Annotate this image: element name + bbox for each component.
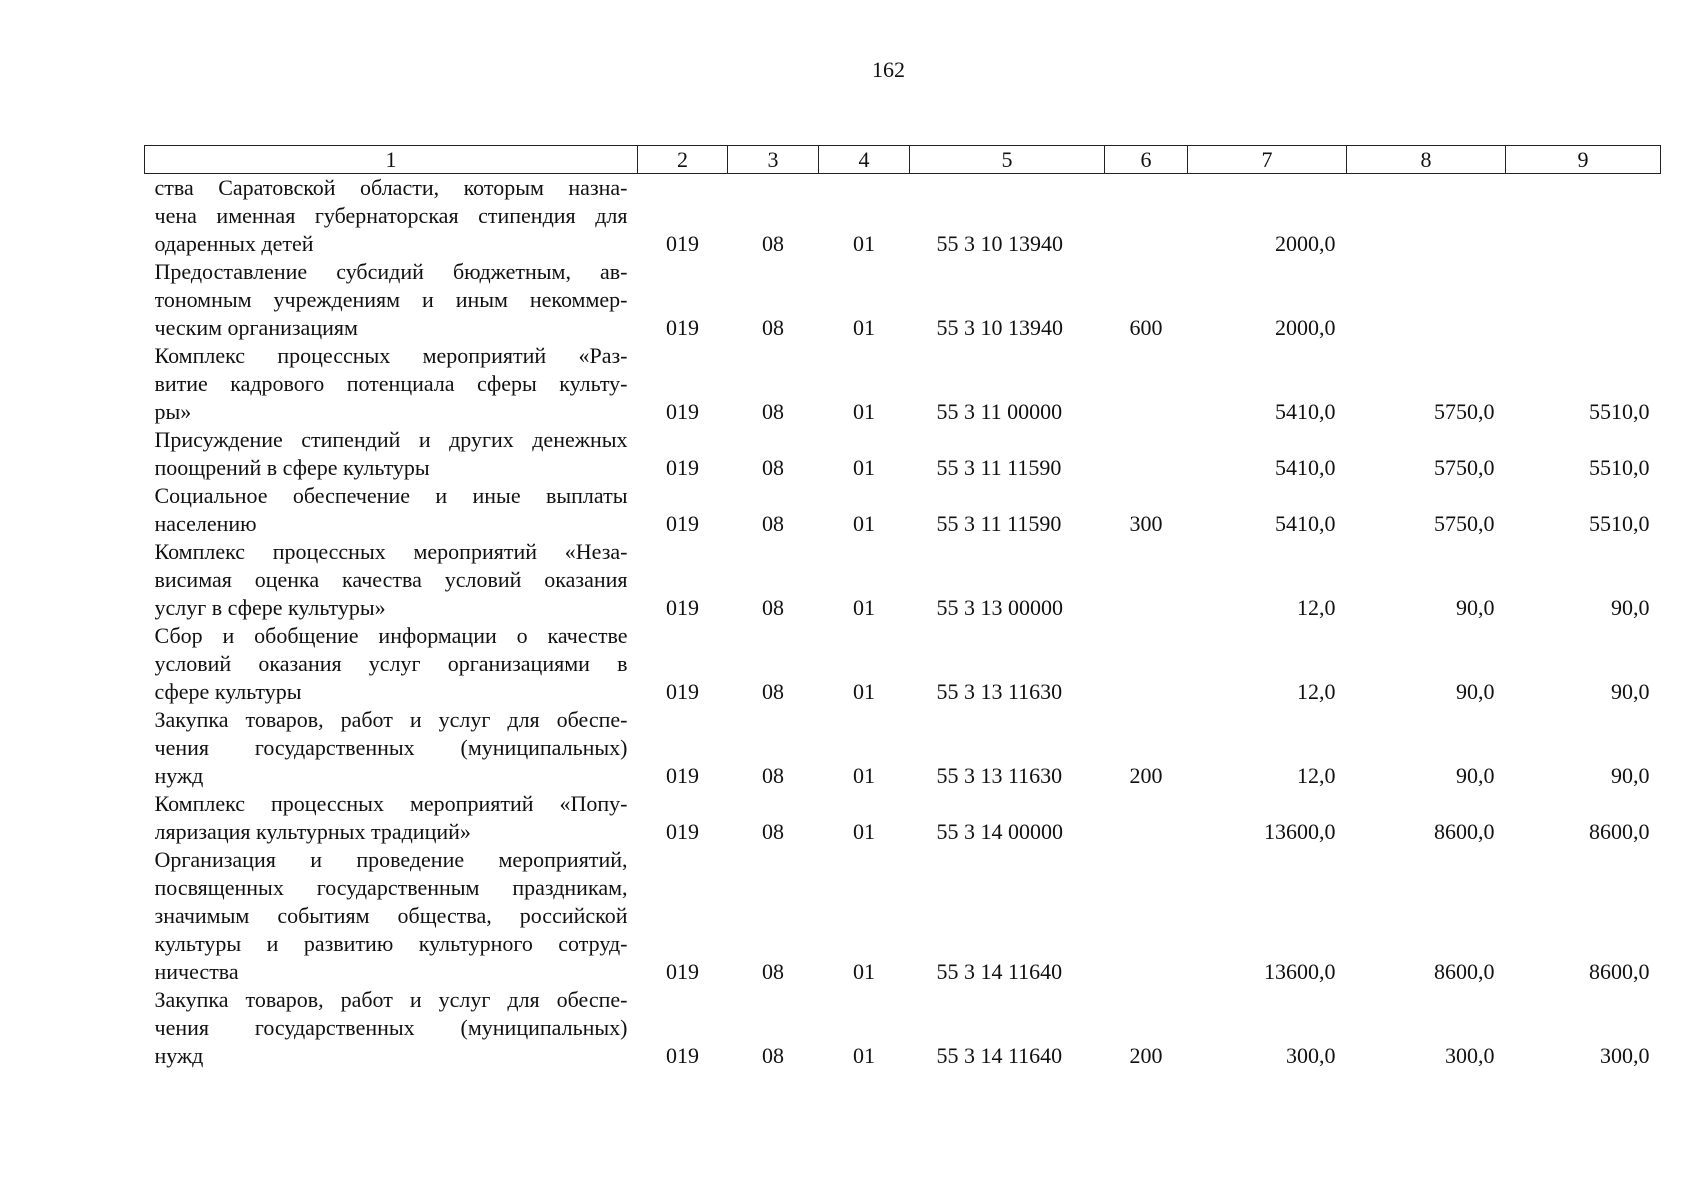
ministry-code: 019 [666, 511, 699, 536]
row-description [145, 706, 638, 790]
section-code: 08 [762, 763, 784, 788]
amount-year-1: 12,0 [1297, 679, 1336, 704]
row-description [145, 986, 638, 1070]
amount-year-1: 5410,0 [1275, 455, 1336, 480]
ministry-code: 019 [666, 455, 699, 480]
page-number: 162 [872, 57, 905, 82]
amount-year-2 [1347, 258, 1506, 342]
description-line: Присуждение стипендий и других денежных [154, 427, 628, 452]
amount-year-2: 5750,0 [1434, 455, 1495, 480]
table-row [145, 174, 1661, 259]
row-description [145, 426, 638, 482]
ministry-code: 019 [666, 231, 699, 256]
description-line: нужд [154, 763, 204, 788]
table-row [145, 986, 1661, 1070]
expense-type-code: 300 [1129, 511, 1163, 536]
target-article-code: 55 3 13 11630 [936, 763, 1063, 788]
table-row [145, 342, 1661, 426]
amount-year-1: 2000,0 [1275, 315, 1336, 340]
amount-year-1: 300,0 [1286, 1043, 1336, 1068]
section-code: 08 [762, 399, 784, 424]
section-code: 08 [762, 455, 784, 480]
column-header-8: 8 [1347, 146, 1506, 174]
amount-year-3: 5510,0 [1589, 455, 1650, 480]
section-code: 08 [762, 1043, 784, 1068]
column-header-4: 4 [819, 146, 910, 174]
table-row [145, 846, 1661, 986]
description-line: висимая оценка качества условий оказания [154, 567, 628, 592]
amount-year-3 [1506, 174, 1661, 259]
description-line: посвященных государственным праздникам, [154, 875, 628, 900]
target-article-code: 55 3 13 11630 [936, 679, 1063, 704]
description-line: чения государственных (муниципальных) [154, 1015, 628, 1040]
description-line: Организация и проведение мероприятий, [154, 847, 628, 872]
expense-type-code [1105, 538, 1188, 622]
column-header-6: 6 [1105, 146, 1188, 174]
description-line: ческим организациям [154, 315, 358, 340]
table-row [145, 482, 1661, 538]
column-header-2: 2 [638, 146, 728, 174]
row-description [145, 846, 638, 986]
amount-year-2: 90,0 [1456, 679, 1495, 704]
amount-year-1: 12,0 [1297, 595, 1336, 620]
table-row [145, 426, 1661, 482]
amount-year-2: 90,0 [1456, 595, 1495, 620]
expense-type-code: 200 [1129, 763, 1163, 788]
subsection-code: 01 [853, 455, 875, 480]
table-row [145, 790, 1661, 846]
amount-year-1: 12,0 [1297, 763, 1336, 788]
column-header-5: 5 [910, 146, 1105, 174]
subsection-code: 01 [853, 679, 875, 704]
description-line: поощрений в сфере культуры [154, 455, 430, 480]
description-line: Комплекс процессных мероприятий «Попу- [154, 791, 628, 816]
section-code: 08 [762, 231, 784, 256]
expense-type-code [1105, 426, 1188, 482]
amount-year-3: 8600,0 [1589, 959, 1650, 984]
ministry-code: 019 [666, 679, 699, 704]
subsection-code: 01 [853, 595, 875, 620]
description-line: ства Саратовской области, которым назна- [154, 175, 628, 200]
column-header-1: 1 [145, 146, 638, 174]
subsection-code: 01 [853, 511, 875, 536]
description-line: значимым событиям общества, российской [154, 903, 628, 928]
description-line: Предоставление субсидий бюджетным, ав- [154, 259, 628, 284]
expense-type-code [1105, 622, 1188, 706]
target-article-code: 55 3 14 11640 [936, 1043, 1063, 1068]
row-description [145, 622, 638, 706]
amount-year-2: 5750,0 [1434, 399, 1495, 424]
ministry-code: 019 [666, 819, 699, 844]
header-row [145, 146, 1661, 174]
expense-type-code [1105, 846, 1188, 986]
description-line: культуры и развитию культурного сотруд- [154, 931, 628, 956]
amount-year-3: 5510,0 [1589, 511, 1650, 536]
section-code: 08 [762, 315, 784, 340]
ministry-code: 019 [666, 1043, 699, 1068]
table-row [145, 706, 1661, 790]
description-line: условий оказания услуг организациями в [154, 651, 628, 676]
expense-type-code: 600 [1129, 315, 1163, 340]
row-description [145, 258, 638, 342]
row-description [145, 538, 638, 622]
target-article-code: 55 3 11 11590 [936, 455, 1062, 480]
subsection-code: 01 [853, 399, 875, 424]
row-description [145, 790, 638, 846]
target-article-code: 55 3 14 11640 [936, 959, 1063, 984]
amount-year-2 [1347, 174, 1506, 259]
section-code: 08 [762, 595, 784, 620]
target-article-code: 55 3 11 11590 [936, 511, 1062, 536]
amount-year-3: 5510,0 [1589, 399, 1650, 424]
row-description [145, 482, 638, 538]
expense-type-code [1105, 174, 1188, 259]
amount-year-3: 90,0 [1611, 595, 1650, 620]
budget-table [144, 145, 1661, 1070]
amount-year-3: 8600,0 [1589, 819, 1650, 844]
description-line: Социальное обеспечение и иные выплаты [154, 483, 628, 508]
table-header [145, 146, 1661, 174]
target-article-code: 55 3 11 00000 [936, 399, 1063, 424]
target-article-code: 55 3 14 00000 [936, 819, 1063, 844]
amount-year-1: 5410,0 [1275, 511, 1336, 536]
description-line: Комплекс процессных мероприятий «Неза- [154, 539, 628, 564]
description-line: Сбор и обобщение информации о качестве [154, 623, 628, 648]
amount-year-2: 90,0 [1456, 763, 1495, 788]
target-article-code: 55 3 10 13940 [936, 315, 1063, 340]
description-line: Комплекс процессных мероприятий «Раз- [154, 343, 628, 368]
subsection-code: 01 [853, 1043, 875, 1068]
section-code: 08 [762, 511, 784, 536]
amount-year-2: 8600,0 [1434, 959, 1495, 984]
description-line: тономным учреждениям и иным некоммер- [154, 287, 628, 312]
amount-year-3: 300,0 [1600, 1043, 1650, 1068]
amount-year-3: 90,0 [1611, 763, 1650, 788]
ministry-code: 019 [666, 595, 699, 620]
section-code: 08 [762, 959, 784, 984]
target-article-code: 55 3 10 13940 [936, 231, 1063, 256]
description-line: ляризация культурных традиций» [154, 819, 471, 844]
amount-year-1: 2000,0 [1275, 231, 1336, 256]
description-line: чения государственных (муниципальных) [154, 735, 628, 760]
column-header-9: 9 [1506, 146, 1661, 174]
ministry-code: 019 [666, 763, 699, 788]
subsection-code: 01 [853, 315, 875, 340]
table-body [145, 174, 1661, 1071]
expense-type-code: 200 [1129, 1043, 1163, 1068]
ministry-code: 019 [666, 959, 699, 984]
expense-type-code [1105, 342, 1188, 426]
row-description [145, 174, 638, 259]
amount-year-1: 13600,0 [1264, 819, 1336, 844]
ministry-code: 019 [666, 315, 699, 340]
description-line: ничества [154, 959, 239, 984]
amount-year-3 [1506, 258, 1661, 342]
amount-year-2: 5750,0 [1434, 511, 1495, 536]
target-article-code: 55 3 13 00000 [936, 595, 1063, 620]
subsection-code: 01 [853, 763, 875, 788]
column-header-3: 3 [728, 146, 819, 174]
description-line: одаренных детей [154, 231, 314, 256]
description-line: Закупка товаров, работ и услуг для обеспе- [154, 987, 628, 1012]
subsection-code: 01 [853, 231, 875, 256]
description-line: витие кадрового потенциала сферы культу- [154, 371, 628, 396]
expense-type-code [1105, 790, 1188, 846]
amount-year-2: 300,0 [1445, 1043, 1495, 1068]
amount-year-3: 90,0 [1611, 679, 1650, 704]
description-line: Закупка товаров, работ и услуг для обеспе- [154, 707, 628, 732]
subsection-code: 01 [853, 959, 875, 984]
description-line: нужд [154, 1043, 204, 1068]
column-header-7: 7 [1188, 146, 1347, 174]
description-line: чена именная губернаторская стипендия для [154, 203, 628, 228]
section-code: 08 [762, 679, 784, 704]
section-code: 08 [762, 819, 784, 844]
table-row [145, 258, 1661, 342]
amount-year-1: 13600,0 [1264, 959, 1336, 984]
ministry-code: 019 [666, 399, 699, 424]
description-line: населению [154, 511, 257, 536]
description-line: услуг в сфере культуры» [154, 595, 386, 620]
row-description [145, 342, 638, 426]
amount-year-1: 5410,0 [1275, 399, 1336, 424]
description-line: сфере культуры [154, 679, 302, 704]
table-row [145, 622, 1661, 706]
amount-year-2: 8600,0 [1434, 819, 1495, 844]
description-line: ры» [154, 399, 192, 424]
table-row [145, 538, 1661, 622]
subsection-code: 01 [853, 819, 875, 844]
